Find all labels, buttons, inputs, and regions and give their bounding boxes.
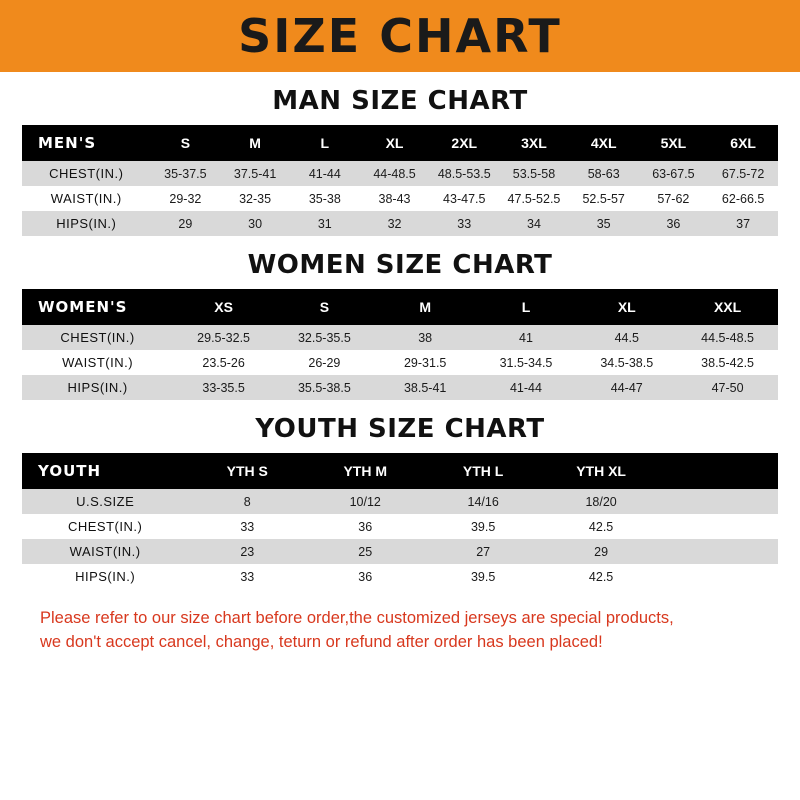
cell: 41-44 (476, 375, 577, 400)
men-row-label-chest: CHEST(IN.) (22, 161, 151, 186)
cell: 58-63 (569, 161, 639, 186)
cell: 35.5-38.5 (274, 375, 375, 400)
men-col-2xl: 2XL (429, 125, 499, 161)
youth-row-header-label: YOUTH (22, 453, 188, 489)
cell: 41 (476, 325, 577, 350)
cell: 34 (499, 211, 569, 236)
youth-col-empty (660, 453, 778, 489)
cell: 42.5 (542, 564, 660, 589)
youth-col-l: YTH L (424, 453, 542, 489)
cell: 52.5-57 (569, 186, 639, 211)
men-row-header-label: MEN'S (22, 125, 151, 161)
table-header-row (22, 125, 778, 161)
cell: 37 (708, 211, 778, 236)
cell: 33 (188, 514, 306, 539)
table-row (22, 539, 778, 564)
cell: 67.5-72 (708, 161, 778, 186)
cell (660, 564, 778, 589)
women-size-table (22, 289, 778, 400)
women-row-header-label: WOMEN'S (22, 289, 173, 325)
cell (660, 539, 778, 564)
cell: 29 (151, 211, 221, 236)
youth-size-table (22, 453, 778, 589)
women-col-xl: XL (576, 289, 677, 325)
cell: 29-32 (151, 186, 221, 211)
youth-row-label-chest: CHEST(IN.) (22, 514, 188, 539)
cell: 39.5 (424, 514, 542, 539)
cell: 36 (306, 564, 424, 589)
men-col-3xl: 3XL (499, 125, 569, 161)
cell: 26-29 (274, 350, 375, 375)
cell: 25 (306, 539, 424, 564)
men-col-l: L (290, 125, 360, 161)
men-col-5xl: 5XL (639, 125, 709, 161)
women-row-label-waist: WAIST(IN.) (22, 350, 173, 375)
youth-row-label-hips: HIPS(IN.) (22, 564, 188, 589)
table-header-row (22, 453, 778, 489)
table-row (22, 375, 778, 400)
women-row-label-chest: CHEST(IN.) (22, 325, 173, 350)
men-col-xl: XL (360, 125, 430, 161)
cell: 30 (220, 211, 290, 236)
men-row-label-waist: WAIST(IN.) (22, 186, 151, 211)
cell (660, 489, 778, 514)
youth-row-label-us-size: U.S.SIZE (22, 489, 188, 514)
order-policy-note (22, 607, 778, 655)
cell: 35-38 (290, 186, 360, 211)
cell: 39.5 (424, 564, 542, 589)
table-row (22, 514, 778, 539)
cell: 63-67.5 (639, 161, 709, 186)
content-area (0, 86, 800, 655)
men-size-table (22, 125, 778, 236)
cell: 23.5-26 (173, 350, 274, 375)
cell: 29.5-32.5 (173, 325, 274, 350)
cell: 43-47.5 (429, 186, 499, 211)
cell: 10/12 (306, 489, 424, 514)
cell: 8 (188, 489, 306, 514)
table-row (22, 211, 778, 236)
note-line-1: Please refer to our size chart before order,the customized jerseys are special products, (40, 609, 674, 627)
cell: 62-66.5 (708, 186, 778, 211)
men-col-s: S (151, 125, 221, 161)
cell: 38.5-41 (375, 375, 476, 400)
cell: 57-62 (639, 186, 709, 211)
table-header-row (22, 289, 778, 325)
header-bar (0, 0, 800, 72)
page-title: SIZE CHART (238, 9, 562, 63)
men-col-m: M (220, 125, 290, 161)
cell: 42.5 (542, 514, 660, 539)
men-col-4xl: 4XL (569, 125, 639, 161)
men-col-6xl: 6XL (708, 125, 778, 161)
cell: 29-31.5 (375, 350, 476, 375)
cell: 32-35 (220, 186, 290, 211)
cell: 31 (290, 211, 360, 236)
cell: 38 (375, 325, 476, 350)
table-row (22, 350, 778, 375)
cell: 44-47 (576, 375, 677, 400)
women-col-m: M (375, 289, 476, 325)
cell: 32 (360, 211, 430, 236)
cell: 38.5-42.5 (677, 350, 778, 375)
cell: 41-44 (290, 161, 360, 186)
cell: 47-50 (677, 375, 778, 400)
table-row (22, 186, 778, 211)
cell: 29 (542, 539, 660, 564)
cell: 44.5-48.5 (677, 325, 778, 350)
table-row (22, 161, 778, 186)
cell (660, 514, 778, 539)
section-title-youth: YOUTH SIZE CHART (255, 414, 545, 444)
women-row-label-hips: HIPS(IN.) (22, 375, 173, 400)
cell: 36 (306, 514, 424, 539)
men-row-label-hips: HIPS(IN.) (22, 211, 151, 236)
cell: 31.5-34.5 (476, 350, 577, 375)
cell: 33 (429, 211, 499, 236)
cell: 38-43 (360, 186, 430, 211)
table-row (22, 489, 778, 514)
cell: 23 (188, 539, 306, 564)
table-row (22, 325, 778, 350)
cell: 33-35.5 (173, 375, 274, 400)
section-title-men: MAN SIZE CHART (272, 86, 528, 116)
cell: 53.5-58 (499, 161, 569, 186)
women-col-s: S (274, 289, 375, 325)
note-line-2: we don't accept cancel, change, teturn or refund after order has been placed! (40, 632, 603, 651)
cell: 44.5 (576, 325, 677, 350)
table-row (22, 564, 778, 589)
cell: 35 (569, 211, 639, 236)
youth-col-s: YTH S (188, 453, 306, 489)
cell: 32.5-35.5 (274, 325, 375, 350)
cell: 35-37.5 (151, 161, 221, 186)
cell: 36 (639, 211, 709, 236)
cell: 48.5-53.5 (429, 161, 499, 186)
cell: 47.5-52.5 (499, 186, 569, 211)
cell: 37.5-41 (220, 161, 290, 186)
cell: 27 (424, 539, 542, 564)
section-title-women: WOMEN SIZE CHART (247, 250, 553, 280)
cell: 44-48.5 (360, 161, 430, 186)
cell: 34.5-38.5 (576, 350, 677, 375)
cell: 18/20 (542, 489, 660, 514)
youth-row-label-waist: WAIST(IN.) (22, 539, 188, 564)
cell: 33 (188, 564, 306, 589)
women-col-l: L (476, 289, 577, 325)
youth-col-xl: YTH XL (542, 453, 660, 489)
women-col-xs: XS (173, 289, 274, 325)
women-col-xxl: XXL (677, 289, 778, 325)
cell: 14/16 (424, 489, 542, 514)
youth-col-m: YTH M (306, 453, 424, 489)
